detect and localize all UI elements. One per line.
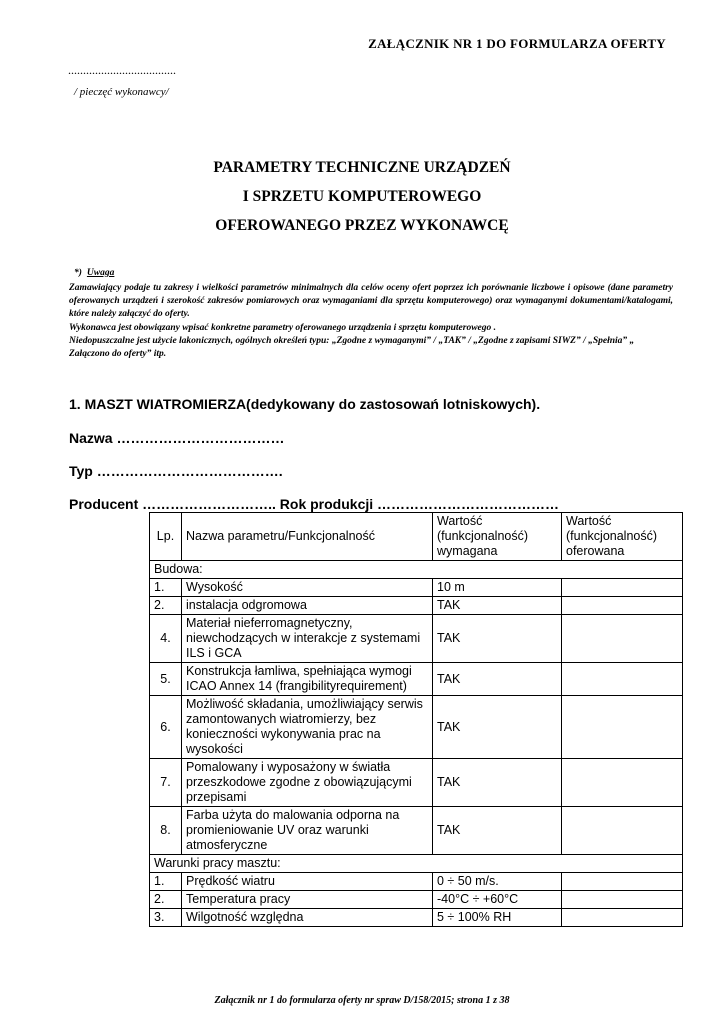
page-footer: Załącznik nr 1 do formularza oferty nr spraw D/158/2015; strona 1 z 38: [214, 995, 510, 1006]
row-required: TAK: [433, 759, 562, 807]
stamp-label: / pieczęć wykonawcy/: [74, 86, 169, 98]
title-line-1: PARAMETRY TECHNICZNE URZĄDZEŃ: [213, 159, 511, 176]
row-parameter: instalacja odgromowa: [182, 597, 433, 615]
note-asterisk: *): [74, 268, 82, 278]
row-required: TAK: [433, 597, 562, 615]
row-lp: 4.: [150, 615, 182, 663]
note-heading: [74, 268, 114, 278]
row-offered-input[interactable]: [562, 909, 683, 927]
table-row: [150, 807, 683, 855]
row-required: TAK: [433, 807, 562, 855]
table-row: [150, 759, 683, 807]
row-parameter: Temperatura pracy: [182, 891, 433, 909]
document-title: [0, 153, 724, 240]
row-offered-input[interactable]: [562, 807, 683, 855]
note-paragraph-3: Niedopuszczalne jest użycie lakonicznych, ogólnych określeń typu: „Zgodne z wymaganymi” / „TAK” / „Zgodne z zapisami SIWZ” / „Spełnia” „ Załączono do oferty” itp.: [69, 336, 635, 359]
producer-field-line: Producent ……………………….. Rok produkcji …………………………………: [69, 496, 560, 512]
row-offered-input[interactable]: [562, 597, 683, 615]
row-required: TAK: [433, 663, 562, 696]
row-lp: 1.: [150, 873, 182, 891]
row-parameter: Farba użyta do malowania odporna na promieniowanie UV oraz warunki atmosferyczne: [182, 807, 433, 855]
row-parameter: Materiał nieferromagnetyczny, niewchodzących w interakcje z systemami ILS i GCA: [182, 615, 433, 663]
title-line-2: I SPRZETU KOMPUTEROWEGO: [242, 188, 482, 205]
row-parameter: Możliwość składania, umożliwiający serwis zamontowanych wiatromierzy, bez konieczności wykonywania prac na wysokości: [182, 696, 433, 759]
row-offered-input[interactable]: [562, 663, 683, 696]
note-paragraph-1: Zamawiający podaje tu zakresy i wielkości parametrów minimalnych dla celów oceny ofert poprzez ich porównanie liczbowe i opisowe (dane parametry oferowanych urządzeń i szerokość zakresów pomiarowych oraz wymaganiami dla sprzętu komputerowego) oraz wymaganymi dokumentami/katalogami, które należy załączyć do oferty.: [69, 283, 673, 319]
table-row: [150, 597, 683, 615]
table-row: [150, 696, 683, 759]
stamp-placeholder-line: ....................................: [68, 63, 176, 77]
group-construction: Budowa:: [150, 561, 683, 579]
header-offered-value: Wartość (funkcjonalność) oferowana: [562, 513, 683, 561]
annex-title: ZAŁĄCZNIK NR 1 DO FORMULARZA OFERTY: [368, 36, 666, 51]
header-required-value: Wartość (funkcjonalność) wymagana: [433, 513, 562, 561]
parameters-table: [149, 512, 683, 927]
group-operating-conditions: Warunki pracy masztu:: [150, 855, 683, 873]
table-row: [150, 663, 683, 696]
table-row: [150, 579, 683, 597]
row-lp: 7.: [150, 759, 182, 807]
name-field-line: Nazwa ………………………………: [69, 430, 285, 446]
row-lp: 5.: [150, 663, 182, 696]
row-required: TAK: [433, 615, 562, 663]
note-heading-label: Uwaga: [86, 268, 115, 278]
row-offered-input[interactable]: [562, 579, 683, 597]
row-required: 0 ÷ 50 m/s.: [433, 873, 562, 891]
row-parameter: Wysokość: [182, 579, 433, 597]
row-lp: 6.: [150, 696, 182, 759]
row-offered-input[interactable]: [562, 615, 683, 663]
row-required: 10 m: [433, 579, 562, 597]
row-lp: 2.: [150, 891, 182, 909]
row-parameter: Konstrukcja łamliwa, spełniająca wymogi ICAO Annex 14 (frangibilityrequirement): [182, 663, 433, 696]
title-line-3: OFEROWANEGO PRZEZ WYKONAWCĘ: [215, 217, 509, 234]
row-parameter: Pomalowany i wyposażony w światła przeszkodowe zgodne z obowiązującymi przepisami: [182, 759, 433, 807]
table-row: [150, 891, 683, 909]
table-row: [150, 615, 683, 663]
row-lp: 8.: [150, 807, 182, 855]
header-lp: Lp.: [150, 513, 182, 561]
row-offered-input[interactable]: [562, 891, 683, 909]
row-parameter: Wilgotność względna: [182, 909, 433, 927]
note-paragraph-2: Wykonawca jest obowiązany wpisać konkretne parametry oferowanego urządzenia i sprzętu komputerowego .: [69, 323, 496, 333]
table-row: [150, 873, 683, 891]
table-row: [150, 909, 683, 927]
type-field-line: Typ ………………………………….: [69, 463, 283, 479]
row-lp: 3.: [150, 909, 182, 927]
header-parameter-name: Nazwa parametru/Funkcjonalność: [182, 513, 433, 561]
note-paragraph-2-group: [69, 322, 673, 361]
row-required: -40°C ÷ +60°C: [433, 891, 562, 909]
row-offered-input[interactable]: [562, 696, 683, 759]
row-parameter: Prędkość wiatru: [182, 873, 433, 891]
row-lp: 1.: [150, 579, 182, 597]
table-header-row: [150, 513, 683, 561]
table-group-row: [150, 561, 683, 579]
row-lp: 2.: [150, 597, 182, 615]
section-heading: 1. MASZT WIATROMIERZA(dedykowany do zastosowań lotniskowych).: [69, 396, 541, 412]
row-offered-input[interactable]: [562, 759, 683, 807]
table-group-row: [150, 855, 683, 873]
row-offered-input[interactable]: [562, 873, 683, 891]
row-required: 5 ÷ 100% RH: [433, 909, 562, 927]
row-required: TAK: [433, 696, 562, 759]
